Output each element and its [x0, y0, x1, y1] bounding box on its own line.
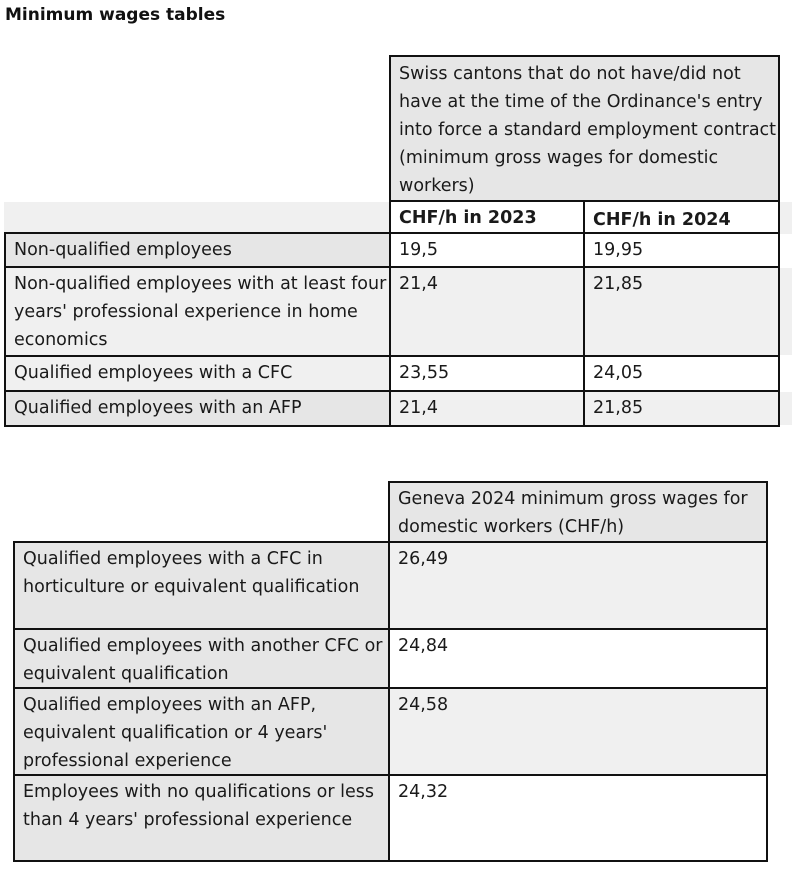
table2-row-3-value: 24,58: [388, 687, 768, 776]
table2-row-4-value: 24,32: [388, 774, 768, 862]
table1-row-2-2024: 21,85: [583, 266, 780, 357]
table1-row-4-2024: 21,85: [583, 390, 780, 427]
table1-row-3-2024: 24,05: [583, 355, 780, 392]
table2-row-4-label: Employees with no qualifications or less than 4 years' professional experience: [13, 774, 390, 862]
table1-row-1-label: Non-qualified employees: [4, 232, 391, 268]
table1-row-2-2023: 21,4: [389, 266, 585, 357]
table1-row-4-2023: 21,4: [389, 390, 585, 427]
page-title: Minimum wages tables: [5, 5, 226, 25]
table2-row-2-value: 24,84: [388, 628, 768, 689]
table1-row-1-2023: 19,5: [389, 232, 585, 268]
table1-row-1-2024: 19,95: [583, 232, 780, 268]
table1-col-2023-header: CHF/h in 2023: [389, 200, 585, 234]
table2-header-cell: Geneva 2024 minimum gross wages for domestic workers (CHF/h): [388, 481, 768, 543]
table2-row-2-label: Qualified employees with another CFC or equivalent qualification: [13, 628, 390, 689]
table2-row-1-label: Qualified employees with a CFC in horticulture or equivalent qualification: [13, 541, 390, 630]
table1-col-2024-header: CHF/h in 2024: [583, 200, 780, 236]
table2-row-1-value: 26,49: [388, 541, 768, 630]
table1-row-2-label: Non-qualified employees with at least four years' professional experience in home economics: [4, 266, 391, 357]
table2-row-3-label: Qualified employees with an AFP, equivalent qualification or 4 years' professional experience: [13, 687, 390, 776]
table1-header-cell: Swiss cantons that do not have/did not have at the time of the Ordinance's entry into force a standard employment contract (minimum gross wages for domestic workers): [389, 55, 780, 202]
table1-row-3-2023: 23,55: [389, 355, 585, 392]
table1-row-4-extension: [780, 392, 792, 425]
table1-row-3-label: Qualified employees with a CFC: [4, 355, 391, 392]
table1-row-2-extension: [780, 268, 792, 355]
table1-row-4-label: Qualified employees with an AFP: [4, 390, 391, 427]
